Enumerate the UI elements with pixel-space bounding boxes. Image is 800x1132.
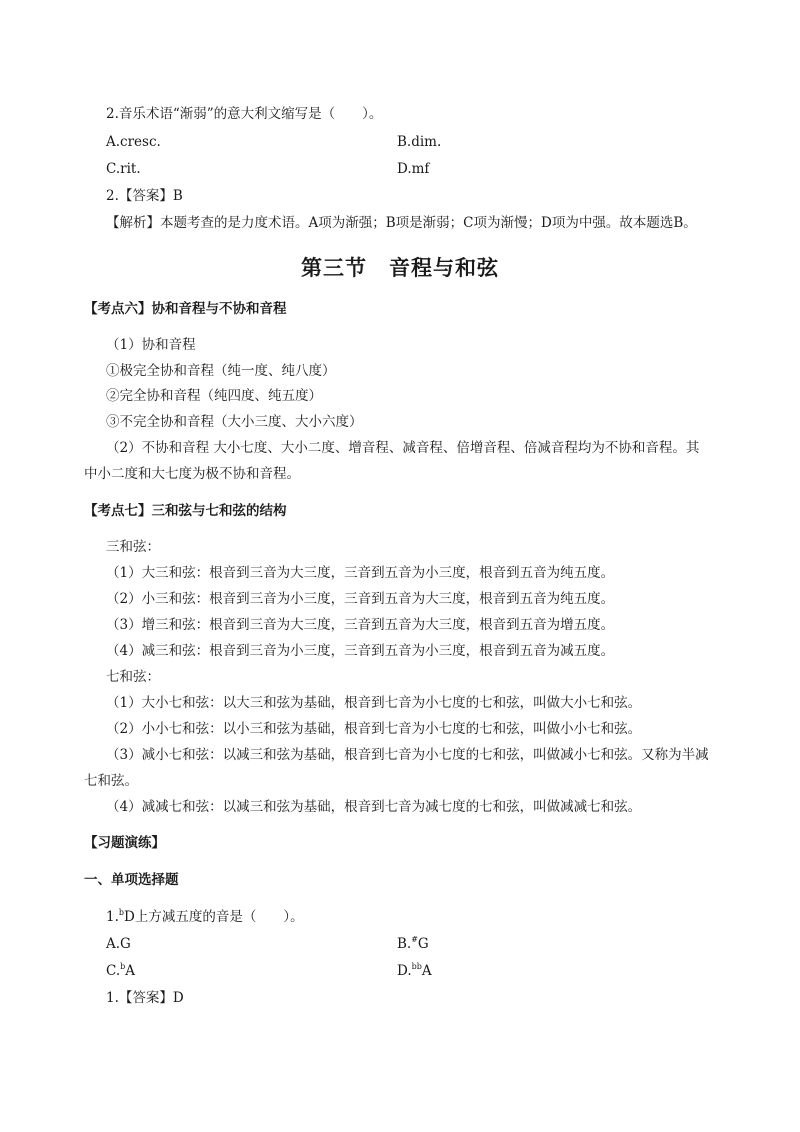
q1-option-c: C.$^b$A [106,962,136,979]
kp7-heading: 【考点七】三和弦与七和弦的结构 [84,503,287,519]
q2-answer: 2.【答案】B [106,188,183,204]
triad-item: （4）减三和弦：根音到三音为小三度，三音到五音为小三度，根音到五音为减五度。 [106,643,615,659]
q1-answer: 1.【答案】D [106,990,184,1006]
practice-heading: 【习题演练】 [84,835,165,851]
kp6-heading: 【考点六】协和音程与不协和音程 [84,301,287,317]
q2-option-b: B.dim. [397,134,442,150]
q1-option-a: A.G [106,936,131,952]
seventh-item: 七和弦。 [84,773,138,789]
q2-option-d: D.mf [397,161,430,177]
kp6-line: （1）协和音程 [106,337,196,353]
kp6-line: 中小二度和大七度为极不协和音程。 [84,466,300,482]
seventh-item: （4）减减七和弦：以减三和弦为基础，根音到七音为减七度的七和弦，叫做减减七和弦。 [106,799,642,815]
q1-question: 1.$^b$D上方减五度的音是（ ）。 [106,908,304,925]
kp6-line: ③不完全协和音程（大小三度、大小六度） [106,414,363,430]
kp6-line: ①极完全协和音程（纯一度、纯八度） [106,363,336,379]
q1-option-d: D.$^{bb}$A [397,962,432,979]
practice-subheading: 一、单项选择题 [84,872,179,888]
q2-option-c: C.rit. [106,161,141,177]
kp6-line: （2）不协和音程 大小七度、大小二度、增音程、减音程、倍增音程、倍减音程均为不协和音程。其 [106,440,700,456]
seventh-item: （3）减小七和弦：以减三和弦为基础，根音到七音为小七度的七和弦，叫做减小七和弦。又称为半减 [106,747,709,763]
seventh-label: 七和弦： [106,669,160,685]
seventh-item: （2）小小七和弦：以小三和弦为基础，根音到七音为小七度的七和弦，叫做小小七和弦。 [106,721,642,737]
section-title: 第三节 音程与和弦 [301,255,499,280]
q2-analysis: 【解析】本题考查的是力度术语。A项为渐强；B项是渐弱；C项为渐慢；D项为中强。故本题选B。 [106,215,697,231]
triad-item: （2）小三和弦：根音到三音为小三度，三音到五音为大三度，根音到五音为纯五度。 [106,591,615,607]
kp6-line: ②完全协和音程（纯四度、纯五度） [106,388,322,404]
q2-question: 2.音乐术语“渐弱”的意大利文缩写是（ ）。 [106,106,383,122]
triad-item: （3）增三和弦：根音到三音为大三度，三音到五音为大三度，根音到五音为增五度。 [106,617,615,633]
q2-option-a: A.cresc. [106,134,161,150]
q1-option-b: B.#G [397,935,429,952]
seventh-item: （1）大小七和弦：以大三和弦为基础，根音到七音为小七度的七和弦，叫做大小七和弦。 [106,695,642,711]
triad-label: 三和弦： [106,539,160,555]
triad-item: （1）大三和弦：根音到三音为大三度，三音到五音为小三度，根音到五音为纯五度。 [106,565,615,581]
